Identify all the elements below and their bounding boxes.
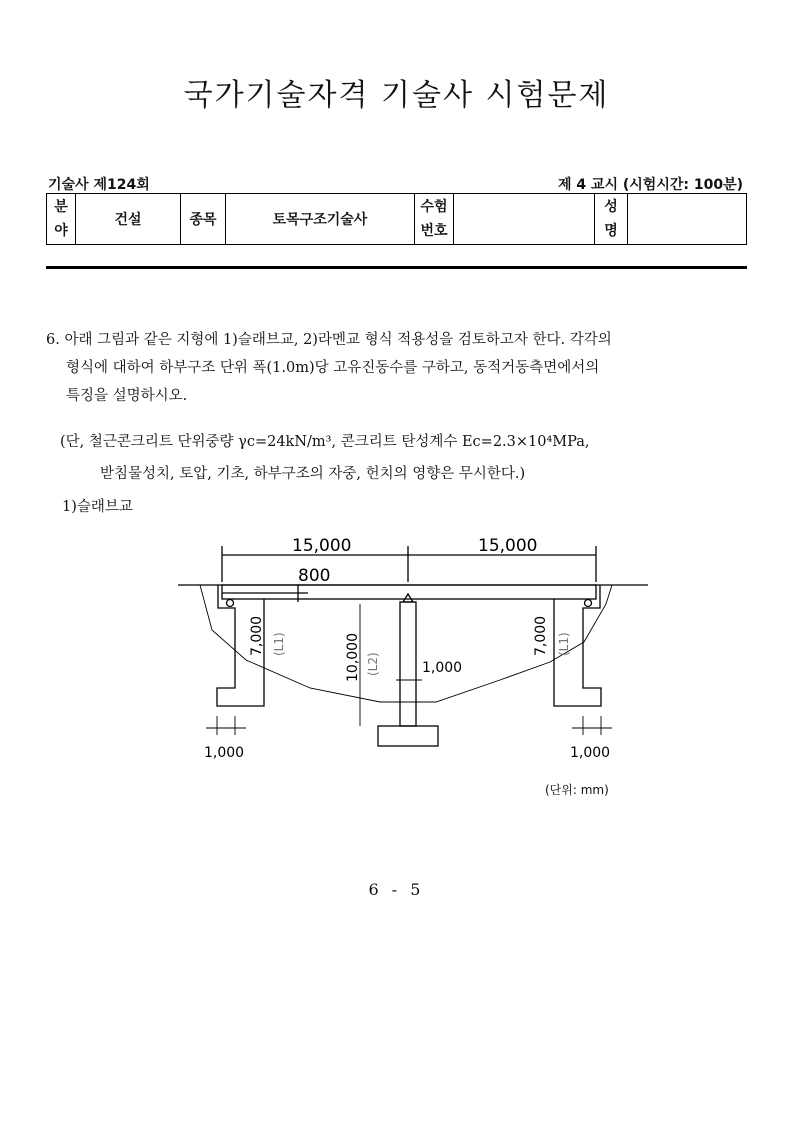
question-line-2: 형식에 대하여 하부구조 단위 폭(1.0m)당 고유진동수를 구하고, 동적거동측면에서의 bbox=[66, 360, 600, 376]
name-label-cell bbox=[595, 194, 628, 245]
page-number: 6 - 5 bbox=[368, 880, 425, 899]
exam-no-label-2: 번호 bbox=[420, 223, 448, 239]
right-width-label: 1,000 bbox=[570, 745, 611, 761]
note-line-1: (단, 철근콘크리트 단위중량 γc=24kN/m³, 콘크리트 탄성계수 Ec=2.3×10⁴MPa, bbox=[60, 434, 590, 450]
question-body bbox=[46, 326, 748, 410]
left-bearing bbox=[227, 600, 234, 607]
right-height-label: 7,000 bbox=[533, 615, 549, 656]
field-label-cell bbox=[47, 194, 76, 245]
pier-footing bbox=[378, 726, 438, 746]
field-label-2: 야 bbox=[54, 223, 68, 239]
exam-session: 기술사 제124회 bbox=[48, 177, 150, 193]
name-label-1: 성 bbox=[604, 199, 618, 215]
name-label-2: 명 bbox=[604, 223, 618, 239]
right-bearing bbox=[585, 600, 592, 607]
left-height-code: (L1) bbox=[272, 632, 286, 656]
field-value: 건설 bbox=[76, 194, 181, 245]
left-width-label: 1,000 bbox=[204, 745, 245, 761]
question-line-1: 6. 아래 그림과 같은 지형에 1)슬래브교, 2)라멘교 형식 적용성을 검토하고자 한다. 각각의 bbox=[46, 332, 612, 348]
span-right-label: 15,000 bbox=[478, 536, 538, 556]
bridge-figure bbox=[160, 530, 650, 780]
name-field[interactable] bbox=[628, 194, 747, 245]
header-divider bbox=[46, 266, 747, 269]
exam-no-field[interactable] bbox=[454, 194, 595, 245]
overhang-label: 800 bbox=[298, 566, 331, 586]
unit-note: (단위: mm) bbox=[545, 783, 609, 797]
category-value: 토목구조기술사 bbox=[226, 194, 415, 245]
question-note bbox=[60, 426, 750, 490]
pier-height-code: (L2) bbox=[366, 652, 380, 676]
deck-slab bbox=[222, 585, 596, 599]
span-left-label: 15,000 bbox=[292, 536, 352, 556]
question-line-3: 특징을 설명하시오. bbox=[66, 388, 188, 404]
field-label-1: 분 bbox=[54, 199, 68, 215]
subheading: 1)슬래브교 bbox=[62, 499, 133, 515]
pier-width-label: 1,000 bbox=[422, 660, 463, 676]
exam-header-table bbox=[46, 193, 747, 245]
exam-no-label-1: 수험 bbox=[420, 199, 448, 215]
note-line-2: 받침물성치, 토압, 기초, 하부구조의 자중, 헌치의 영향은 무시한다.) bbox=[100, 466, 526, 482]
category-label: 종목 bbox=[181, 194, 226, 245]
left-height-label: 7,000 bbox=[249, 615, 265, 656]
right-height-code: (L1) bbox=[557, 632, 571, 656]
exam-period: 제 4 교시 (시험시간: 100분) bbox=[557, 177, 743, 193]
pier-height-label: 10,000 bbox=[345, 633, 361, 682]
exam-no-label-cell bbox=[415, 194, 454, 245]
page-title: 국가기술자격 기술사 시험문제 bbox=[183, 78, 610, 113]
pier bbox=[400, 602, 416, 726]
pier-bearing bbox=[403, 594, 413, 602]
